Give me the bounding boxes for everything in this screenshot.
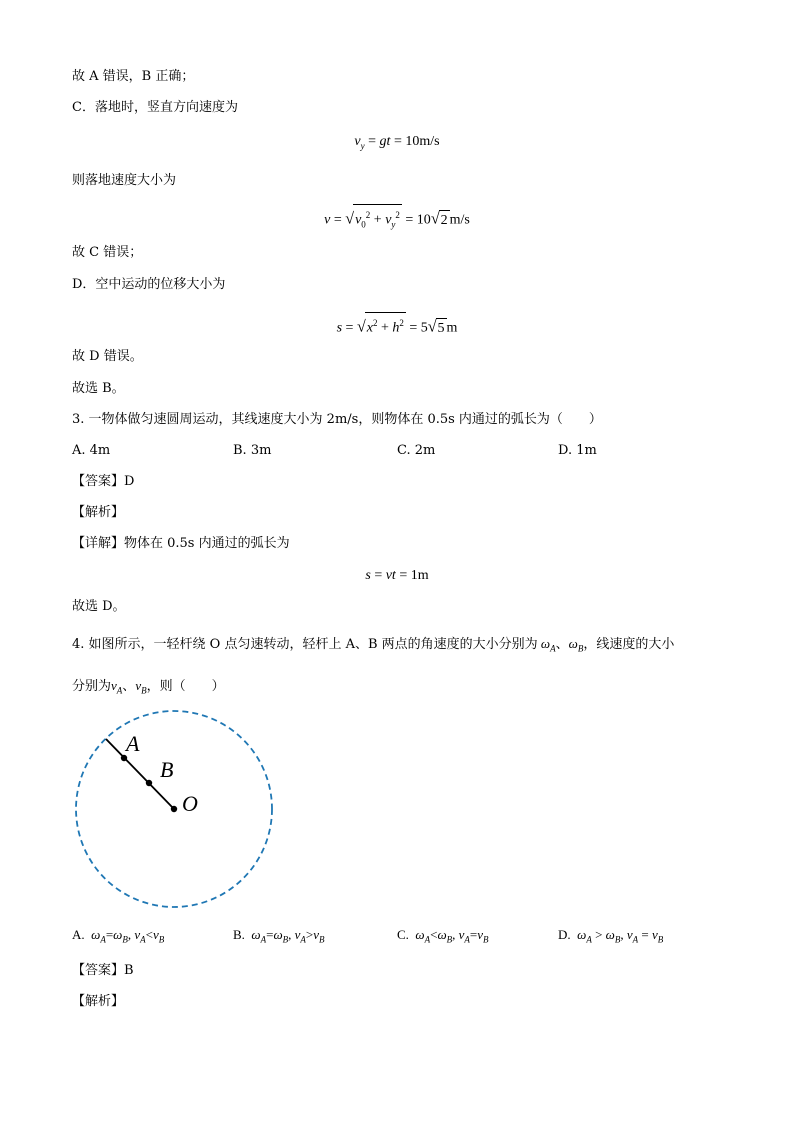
text-line-3: 则落地速度大小为 [72,173,177,188]
rotation-figure [70,705,280,915]
q3-option-b: B. 3m [233,443,272,458]
q4-option-b: B. $\omega_A=\omega_B$, $v_A>v_B$ [233,927,325,945]
detail-3: 【详解】物体在 0.5s 内通过的弧长为 [72,536,290,551]
text-line-1: 故 A 错误，B 正确； [72,69,195,84]
formula-vy: $v_y$ = gt = 10m/s [354,134,440,151]
answer-3: 【答案】D [72,474,135,489]
formula-s: $s = √x^2 + h^2 = 5√5$ m [0,312,794,339]
answer-4: 【答案】B [72,963,134,978]
label-o: O [182,791,198,816]
formula-v: $v = √v_0^2 + v_y^2 = 10√2$ m/s [0,204,794,234]
choose-3: 故选 D。 [72,599,126,614]
point-o [171,806,177,812]
analysis-3: 【解析】 [72,505,125,520]
label-b: B [160,757,174,782]
question-4-line-2: 分别为$v_A$、$v_B$，则（ ） [72,678,225,696]
q4-option-a: A. $\omega_A=\omega_B$, $v_A<v_B$ [72,927,165,945]
label-a: A [126,731,140,756]
q4-option-c: C. $\omega_A<\omega_B$, $v_A=v_B$ [397,927,489,945]
q3-option-d: D. 1m [558,443,597,458]
q3-option-c: C. 2m [397,443,436,458]
q4-option-d: D. $\omega_A > \omega_B$, $v_A = v_B$ [558,927,664,945]
formula-arc: s = vt = 1m [365,568,429,583]
question-3: 3. 一物体做匀速圆周运动，其线速度大小为 2m/s，则物体在 0.5s 内通过的弧长为（ ） [72,412,602,427]
question-4-line-1: 4. 如图所示，一轻杆绕 O 点匀速转动，轻杆上 A、B 两点的角速度的大小分别为 $\omega_A$、$\omega_B$，线速度的大小 [72,636,675,654]
text-line-2: C．落地时，竖直方向速度为 [72,100,238,115]
analysis-4: 【解析】 [72,994,125,1009]
point-b [146,780,152,786]
text-line-4: 故 C 错误； [72,245,143,260]
q3-option-a: A. 4m [72,443,111,458]
text-line-6: 故 D 错误。 [72,349,143,364]
text-line-5: D．空中运动的位移大小为 [72,277,226,292]
text-line-7: 故选 B。 [72,381,125,396]
